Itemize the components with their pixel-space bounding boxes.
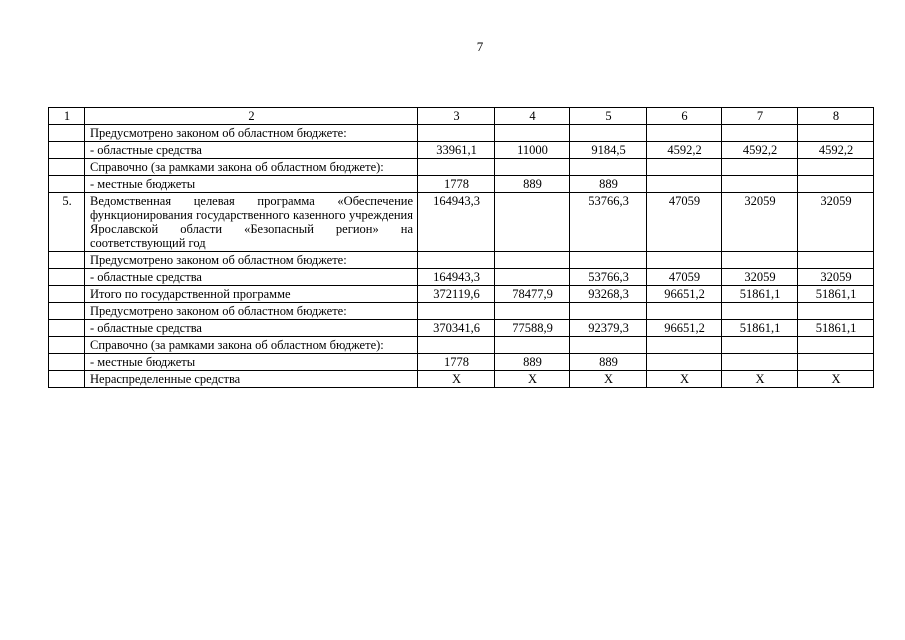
value-cell: 32059: [798, 269, 874, 286]
header-cell: 6: [647, 108, 722, 125]
value-cell: [570, 125, 647, 142]
table-row: [49, 252, 874, 269]
row-index-cell: [49, 142, 85, 159]
row-index-cell: 5.: [49, 193, 85, 252]
value-cell: [647, 176, 722, 193]
value-cell: [418, 303, 495, 320]
header-cell: 1: [49, 108, 85, 125]
row-index-cell: [49, 286, 85, 303]
value-cell: [722, 303, 798, 320]
row-label-cell: - областные средства: [85, 142, 418, 159]
value-cell: 11000: [495, 142, 570, 159]
value-cell: [495, 269, 570, 286]
value-cell: Х: [418, 371, 495, 388]
value-cell: 889: [570, 176, 647, 193]
value-cell: 51861,1: [722, 320, 798, 337]
value-cell: [798, 159, 874, 176]
page-number: 7: [476, 39, 484, 54]
value-cell: [570, 252, 647, 269]
table-row: [49, 371, 874, 388]
value-cell: [798, 125, 874, 142]
table-row: [49, 269, 874, 286]
value-cell: [647, 125, 722, 142]
table-row: [49, 320, 874, 337]
row-label-cell: Нераспределенные средства: [85, 371, 418, 388]
value-cell: 4592,2: [798, 142, 874, 159]
row-label-cell: - областные средства: [85, 320, 418, 337]
row-label-cell: Справочно (за рамками закона об областном бюджете):: [85, 159, 418, 176]
value-cell: 51861,1: [722, 286, 798, 303]
value-cell: 51861,1: [798, 320, 874, 337]
value-cell: Х: [722, 371, 798, 388]
table-row: [49, 142, 874, 159]
value-cell: 33961,1: [418, 142, 495, 159]
table-body: [49, 125, 874, 388]
value-cell: [722, 354, 798, 371]
value-cell: 164943,3: [418, 193, 495, 252]
value-cell: Х: [647, 371, 722, 388]
value-cell: 92379,3: [570, 320, 647, 337]
value-cell: Х: [798, 371, 874, 388]
row-label-cell: - местные бюджеты: [85, 176, 418, 193]
value-cell: 53766,3: [570, 269, 647, 286]
row-index-cell: [49, 125, 85, 142]
value-cell: 32059: [798, 193, 874, 252]
value-cell: [495, 303, 570, 320]
value-cell: Х: [495, 371, 570, 388]
value-cell: [418, 252, 495, 269]
row-label-cell: Ведомственная целевая программа «Обеспечение функционирования государственного казенного учреждения Ярославской области «Безопасный регион» на соответствующий год: [85, 193, 418, 252]
value-cell: [418, 159, 495, 176]
value-cell: 96651,2: [647, 286, 722, 303]
header-cell: 3: [418, 108, 495, 125]
value-cell: 1778: [418, 176, 495, 193]
value-cell: [495, 125, 570, 142]
table-header: [49, 108, 874, 125]
value-cell: 78477,9: [495, 286, 570, 303]
value-cell: [647, 354, 722, 371]
header-cell: 7: [722, 108, 798, 125]
row-label-cell: - областные средства: [85, 269, 418, 286]
value-cell: [570, 303, 647, 320]
row-index-cell: [49, 176, 85, 193]
table-row: [49, 286, 874, 303]
value-cell: [570, 159, 647, 176]
value-cell: 4592,2: [722, 142, 798, 159]
header-cell: 2: [85, 108, 418, 125]
header-cell: 4: [495, 108, 570, 125]
value-cell: [798, 303, 874, 320]
row-label-cell: Предусмотрено законом об областном бюджете:: [85, 303, 418, 320]
value-cell: 9184,5: [570, 142, 647, 159]
value-cell: [722, 159, 798, 176]
value-cell: 51861,1: [798, 286, 874, 303]
value-cell: [722, 252, 798, 269]
table-row: [49, 354, 874, 371]
row-index-cell: [49, 269, 85, 286]
value-cell: 4592,2: [647, 142, 722, 159]
table-row: [49, 125, 874, 142]
value-cell: [495, 337, 570, 354]
value-cell: [722, 337, 798, 354]
table-row: [49, 176, 874, 193]
budget-table: [48, 107, 874, 388]
table-row: [49, 337, 874, 354]
value-cell: [722, 176, 798, 193]
value-cell: 372119,6: [418, 286, 495, 303]
header-cell: 8: [798, 108, 874, 125]
row-label-cell: Предусмотрено законом об областном бюджете:: [85, 252, 418, 269]
value-cell: 889: [570, 354, 647, 371]
value-cell: [798, 337, 874, 354]
value-cell: [722, 125, 798, 142]
value-cell: 889: [495, 176, 570, 193]
value-cell: 32059: [722, 269, 798, 286]
value-cell: [647, 337, 722, 354]
header-row: [49, 108, 874, 125]
value-cell: [495, 252, 570, 269]
value-cell: [798, 252, 874, 269]
header-cell: 5: [570, 108, 647, 125]
value-cell: 370341,6: [418, 320, 495, 337]
row-index-cell: [49, 371, 85, 388]
value-cell: 96651,2: [647, 320, 722, 337]
value-cell: [798, 354, 874, 371]
row-label-cell: - местные бюджеты: [85, 354, 418, 371]
value-cell: 164943,3: [418, 269, 495, 286]
table-row: [49, 303, 874, 320]
row-label-cell: Предусмотрено законом об областном бюджете:: [85, 125, 418, 142]
value-cell: 47059: [647, 193, 722, 252]
value-cell: 32059: [722, 193, 798, 252]
row-index-cell: [49, 252, 85, 269]
value-cell: [418, 125, 495, 142]
value-cell: [495, 159, 570, 176]
value-cell: 53766,3: [570, 193, 647, 252]
value-cell: 77588,9: [495, 320, 570, 337]
value-cell: [798, 176, 874, 193]
value-cell: 47059: [647, 269, 722, 286]
value-cell: 889: [495, 354, 570, 371]
value-cell: 93268,3: [570, 286, 647, 303]
row-label-cell: Итого по государственной программе: [85, 286, 418, 303]
value-cell: [647, 252, 722, 269]
value-cell: [570, 337, 647, 354]
row-index-cell: [49, 354, 85, 371]
value-cell: [495, 193, 570, 252]
value-cell: [647, 159, 722, 176]
row-label-cell: Справочно (за рамками закона об областном бюджете):: [85, 337, 418, 354]
row-index-cell: [49, 159, 85, 176]
table-row: [49, 193, 874, 252]
row-index-cell: [49, 303, 85, 320]
table-row: [49, 159, 874, 176]
value-cell: [418, 337, 495, 354]
row-index-cell: [49, 320, 85, 337]
row-index-cell: [49, 337, 85, 354]
value-cell: 1778: [418, 354, 495, 371]
value-cell: Х: [570, 371, 647, 388]
value-cell: [647, 303, 722, 320]
